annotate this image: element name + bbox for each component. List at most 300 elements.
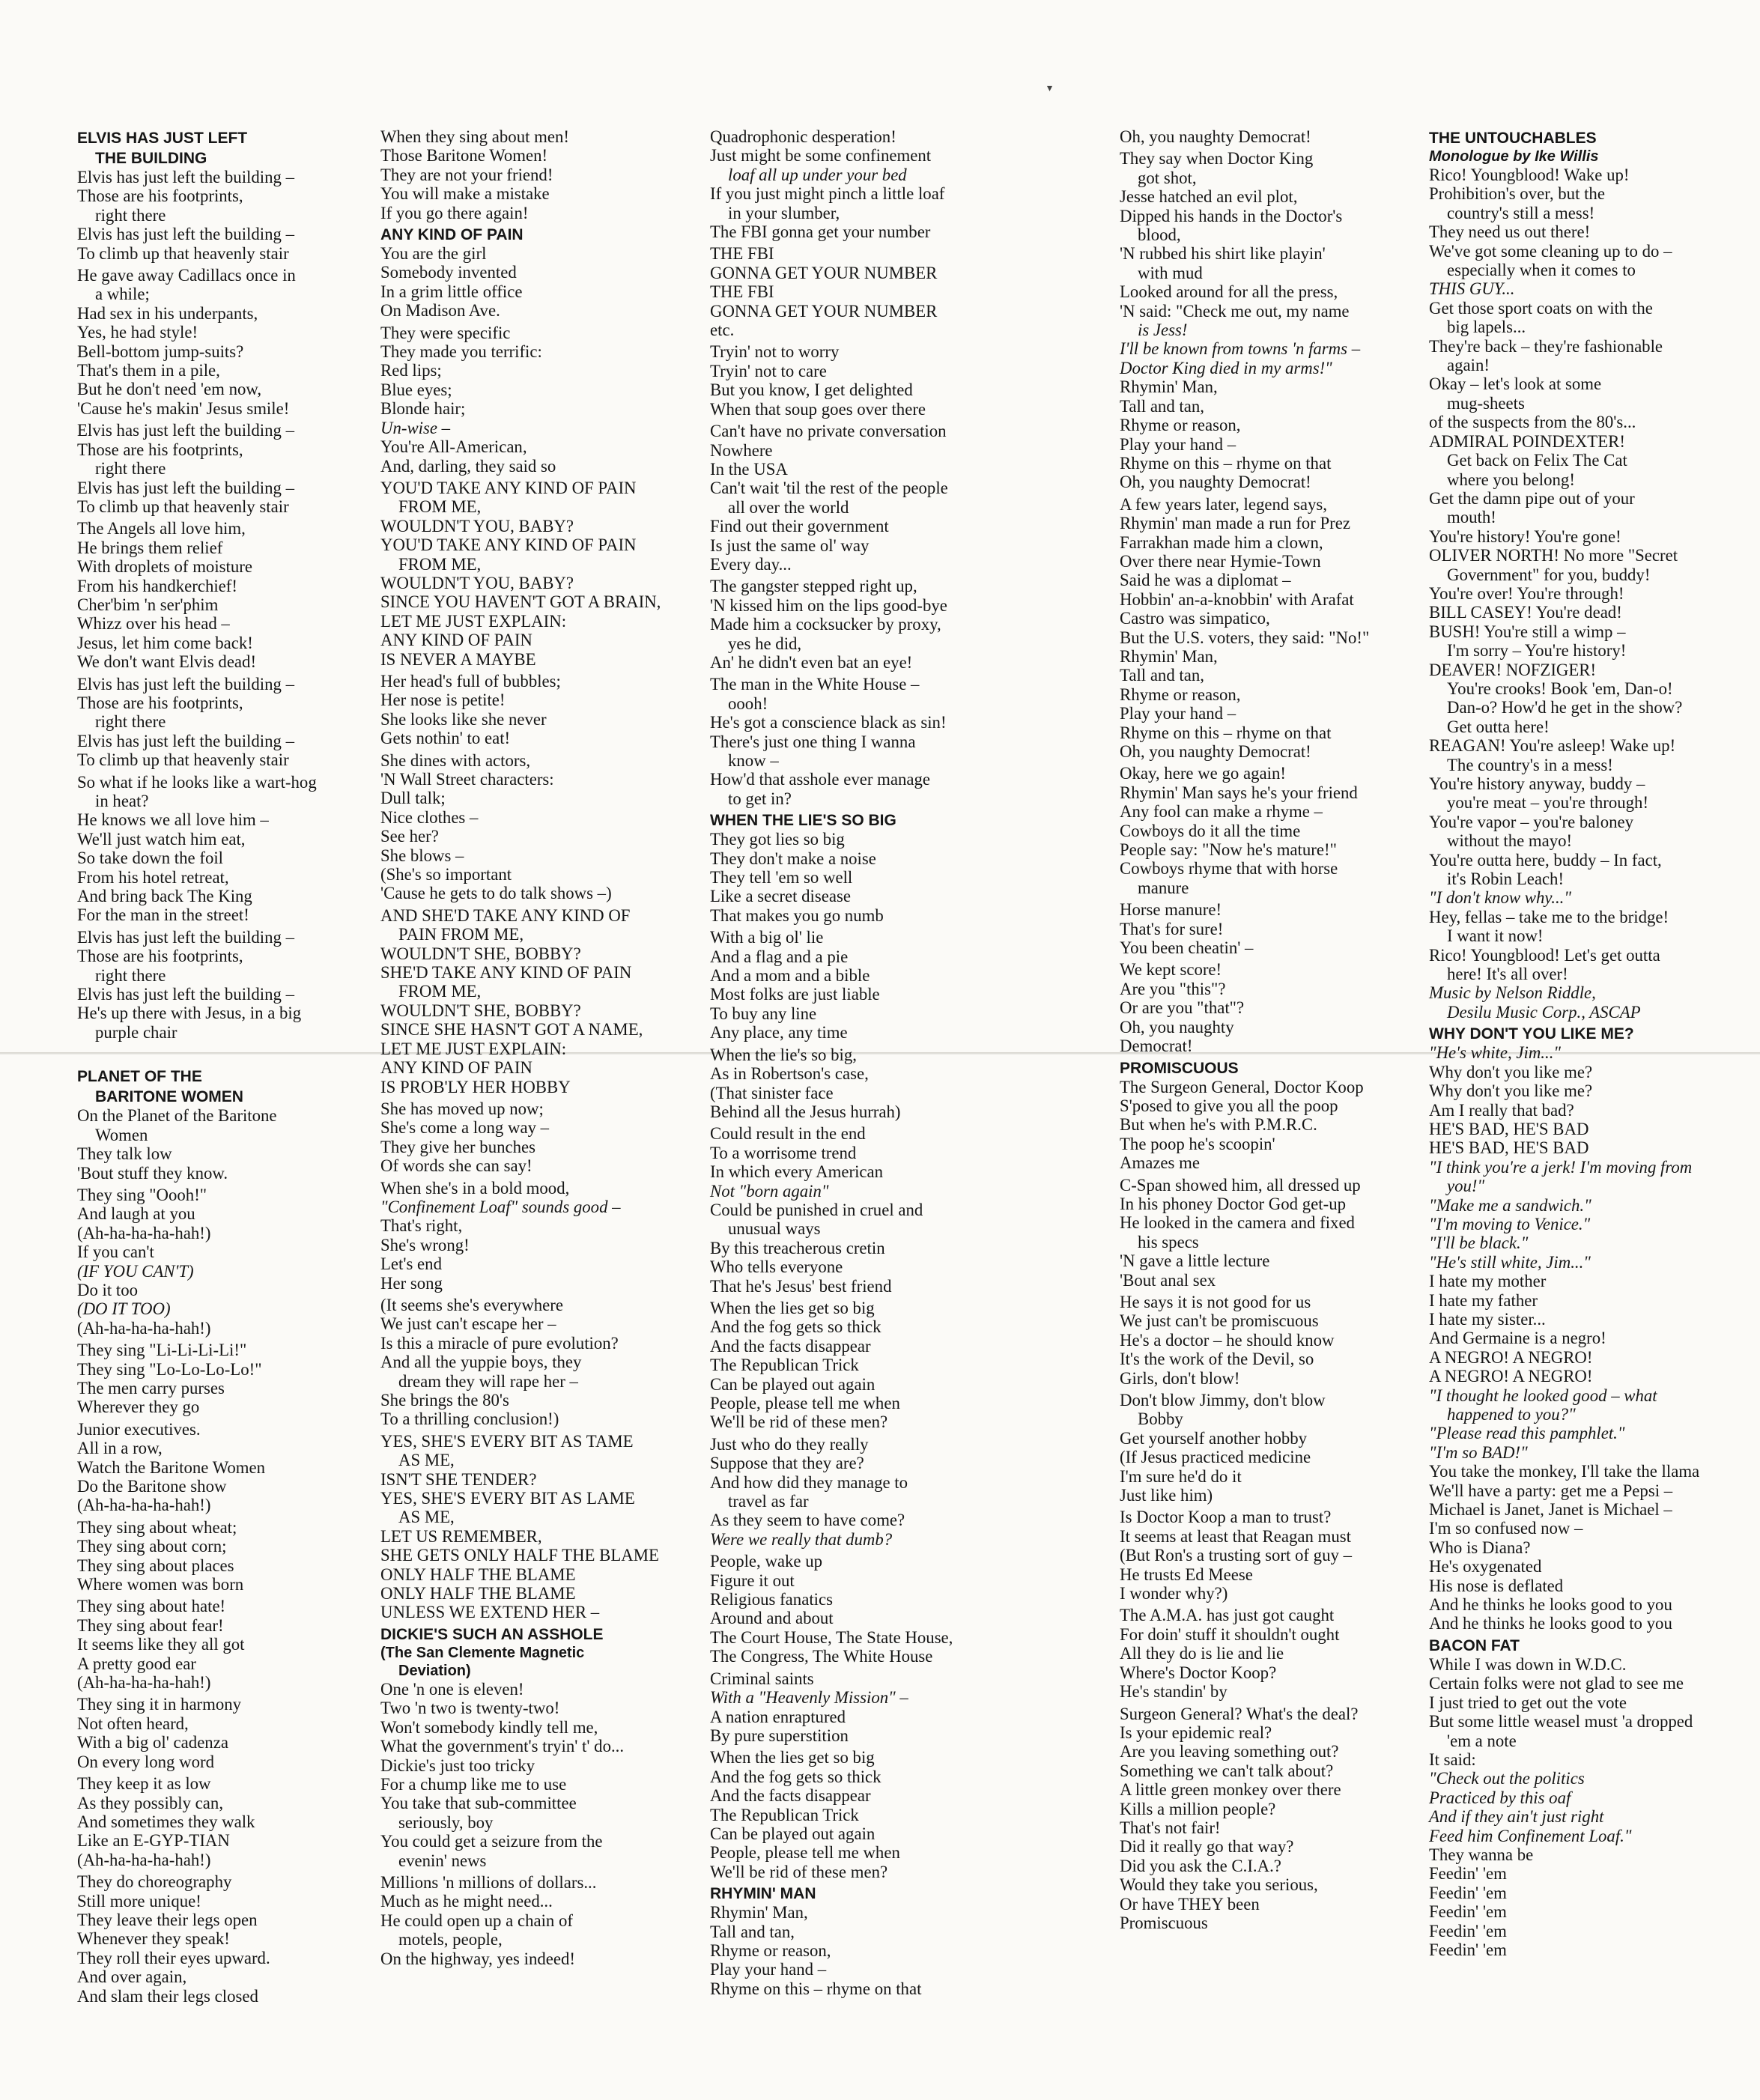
lyric-line: Desilu Music Corp., ASCAP (1447, 1002, 1641, 1022)
lyric-line: In the USA (710, 459, 788, 479)
lyric-line: 'N gave a little lecture (1120, 1251, 1270, 1271)
lyric-line: On Madison Ave. (380, 301, 500, 321)
lyric-line: (Ah-ha-ha-ha-hah!) (77, 1496, 211, 1515)
lyric-line: LET ME JUST EXPLAIN: (380, 611, 567, 631)
lyric-line: As they seem to have come? (710, 1511, 905, 1530)
lyric-line: (Ah-ha-ha-ha-hah!) (77, 1673, 211, 1693)
lyric-line: Surgeon General? What's the deal? (1120, 1704, 1359, 1723)
lyric-line: Could be punished in cruel and (710, 1200, 923, 1219)
stanza (1120, 1606, 1449, 1701)
lyric-line: You're history anyway, buddy – (1429, 774, 1645, 793)
lyric-line: right there (95, 965, 166, 985)
lyric-line: Do it too (77, 1280, 139, 1299)
lyric-line: 'N Wall Street characters: (380, 770, 554, 789)
lyric-line: You're All-American, (380, 437, 527, 457)
lyric-line: So take down the foil (77, 849, 224, 868)
lyric-line: For doin' stuff it shouldn't ought (1120, 1624, 1340, 1644)
lyric-line: Elvis has just left the building – (77, 225, 295, 244)
lyric-line: Something we can't talk about? (1120, 1761, 1334, 1780)
lyric-line: Just who do they really (710, 1434, 869, 1454)
lyric-line: Elvis has just left the building – (77, 168, 295, 186)
lyric-line: UNLESS WE EXTEND HER – (380, 1603, 600, 1622)
lyric-line: Like a secret disease (710, 887, 851, 906)
lyric-line: ANY KIND OF PAIN (380, 631, 532, 650)
lyric-line: We'll have a party: get me a Pepsi – (1429, 1481, 1673, 1500)
lyric-line: Not often heard, (77, 1714, 189, 1733)
lyric-line: They are not your friend! (380, 165, 553, 184)
lyric-line: Millions 'n millions of dollars... (380, 1872, 597, 1892)
section-gap (77, 1045, 407, 1066)
lyric-line: Her head's full of bubbles; (380, 671, 561, 691)
song-title: THE BUILDING (95, 150, 207, 167)
lyric-line: To climb up that heavenly stair (77, 497, 289, 516)
lyric-line: Or have THEY been (1120, 1894, 1260, 1914)
stanza (710, 928, 1040, 1042)
stanza (1120, 495, 1449, 762)
lyric-line: And a mom and a bible (710, 966, 870, 986)
lyric-line: Or are you "that"? (1120, 998, 1245, 1018)
lyric-line: When that soup goes over there (710, 399, 926, 419)
lyric-line: loaf all up under your bed (728, 165, 907, 184)
lyrics-column-4 (1120, 127, 1449, 1935)
lyric-line: seriously, boy (398, 1812, 494, 1832)
lyric-line: a while; (95, 285, 150, 304)
lyric-line: his specs (1138, 1232, 1199, 1251)
lyric-line: with mud (1138, 263, 1203, 282)
lyric-line: And a flag and a pie (710, 947, 849, 966)
lyric-line: Tryin' not to care (710, 361, 827, 380)
stanza (710, 830, 1040, 925)
lyric-line: Tall and tan, (1120, 396, 1204, 416)
lyric-line: Elvis has just left the building – (77, 674, 295, 694)
lyric-line: "He's white, Jim..." (1429, 1043, 1561, 1063)
lyric-line: YOU'D TAKE ANY KIND OF PAIN (380, 478, 637, 497)
lyrics-column-1 (77, 127, 407, 2009)
lyric-line: Like an E-GYP-TIAN (77, 1831, 230, 1851)
lyric-line: 'Cause he's makin' Jesus smile! (77, 398, 290, 418)
lyric-line: She blows – (380, 846, 464, 865)
lyric-line: "I'm so BAD!" (1429, 1442, 1528, 1462)
lyric-line: Criminal saints (710, 1669, 814, 1688)
song-title: ANY KIND OF PAIN (380, 226, 524, 244)
lyric-line: 'em a note (1447, 1731, 1517, 1750)
lyric-line: When the lie's so big, (710, 1045, 857, 1064)
lyric-line: got shot, (1138, 168, 1197, 187)
lyric-line: So what if he looks like a wart-hog (77, 772, 317, 792)
lyric-line: He looked in the camera and fixed (1120, 1213, 1355, 1233)
lyric-line: With a "Heavenly Mission" – (710, 1688, 908, 1708)
lyric-line: Feedin' 'em (1429, 1921, 1507, 1940)
lyric-line: Her song (380, 1273, 443, 1293)
lyric-line: C-Span showed him, all dressed up (1120, 1175, 1361, 1195)
lyric-line: country's still a mess! (1447, 203, 1595, 222)
lyric-line: Okay – let's look at some (1429, 374, 1602, 394)
lyric-line: You could get a seizure from the (380, 1832, 603, 1851)
lyric-line: Prohibition's over, but the (1429, 184, 1605, 204)
lyric-line: Elvis has just left the building – (77, 927, 295, 947)
lyric-line: It seems like they all got (77, 1635, 245, 1654)
lyric-line: That's for sure! (1120, 919, 1224, 938)
lyric-line: Feedin' 'em (1429, 1902, 1507, 1922)
stanza (380, 1296, 710, 1429)
lyric-line: AND SHE'D TAKE ANY KIND OF (380, 905, 631, 925)
lyric-line: They sing about wheat; (77, 1517, 237, 1537)
lyric-line: You are the girl (380, 244, 487, 264)
stanza (77, 1695, 407, 1771)
song-title: BARITONE WOMEN (95, 1088, 243, 1106)
lyric-line: By this treacherous cretin (710, 1238, 885, 1257)
lyric-line: Much as he might need... (380, 1892, 553, 1911)
lyric-line: (If Jesus practiced medicine (1120, 1448, 1311, 1467)
stanza (77, 1518, 407, 1594)
stanza (710, 127, 1040, 241)
stanza (710, 1669, 1040, 1746)
lyric-line: YES, SHE'S EVERY BIT AS TAME (380, 1431, 634, 1451)
stanza (77, 421, 407, 516)
lyric-line: Rhyme or reason, (1120, 416, 1241, 435)
lyric-line: They keep it as low (77, 1774, 211, 1794)
stanza (1429, 1043, 1751, 1633)
lyric-line: "Check out the politics (1429, 1769, 1585, 1788)
song-title: THE UNTOUCHABLES (1429, 130, 1597, 147)
lyric-line: They roll their eyes upward. (77, 1948, 270, 1967)
lyric-line: Rhyme on this – rhyme on that (710, 1979, 922, 1998)
lyric-line: YOU'D TAKE ANY KIND OF PAIN (380, 535, 637, 555)
stanza (710, 244, 1040, 339)
song-title: RHYMIN' MAN (710, 1885, 816, 1903)
lyric-line: When the lies get so big (710, 1298, 875, 1317)
stanza (1120, 900, 1449, 957)
stanza (77, 1872, 407, 2006)
lyric-line: Had sex in his underpants, (77, 303, 258, 323)
stanza (710, 342, 1040, 419)
lyric-line: (That sinister face (710, 1083, 834, 1102)
lyric-line: Is your epidemic real? (1120, 1723, 1272, 1742)
lyric-line: Women (95, 1125, 148, 1144)
lyric-line: Cowboys do it all the time (1120, 821, 1301, 840)
stanza (77, 1420, 407, 1515)
stanza (380, 1680, 710, 1870)
lyric-line: A pretty good ear (77, 1654, 196, 1673)
lyric-line: That he's Jesus' best friend (710, 1276, 892, 1296)
lyric-line: 'N kissed him on the lips good-bye (710, 595, 947, 615)
lyric-line: Rhymin' Man, (1120, 377, 1218, 397)
lyric-line: That makes you go numb (710, 905, 884, 925)
lyric-line: Is just the same ol' way (710, 535, 870, 555)
lyric-line: Can be played out again (710, 1824, 876, 1843)
song-title: DICKIE'S SUCH AN ASSHOLE (380, 1625, 604, 1643)
lyric-line: On the highway, yes indeed! (380, 1949, 575, 1968)
lyric-line: They sing "Li-Li-Li-Li!" (77, 1341, 247, 1360)
lyric-line: If you just might pinch a little loaf (710, 184, 945, 204)
lyric-line: Blonde hair; (380, 399, 466, 419)
stanza (710, 1552, 1040, 1666)
lyric-line: She dines with actors, (380, 750, 531, 770)
lyric-line: WOULDN'T SHE, BOBBY? (380, 944, 581, 963)
lyric-line: But he don't need 'em now, (77, 380, 262, 399)
lyric-line: Dan-o? How'd he get in the show? (1447, 698, 1683, 717)
lyric-line: They talk low (77, 1144, 172, 1164)
stanza (1120, 1508, 1449, 1603)
lyric-line: Oh, you naughty Democrat! (1120, 742, 1311, 761)
lyric-line: Is this a miracle of pure evolution? (380, 1333, 619, 1353)
stanza (380, 1179, 710, 1293)
lyric-line: People, please tell me when (710, 1394, 900, 1412)
lyric-line: Government" for you, buddy! (1447, 565, 1651, 584)
stanza (380, 1099, 710, 1176)
stanza (77, 1106, 407, 1183)
song-title: BACON FAT (1429, 1636, 1520, 1654)
lyric-line: big lapels... (1447, 318, 1526, 337)
lyric-line: Oh, you naughty Democrat! (1120, 127, 1311, 146)
lyric-line: Those are his footprints, (77, 947, 243, 966)
lyric-line: They do choreography (77, 1872, 232, 1892)
lyric-line: A NEGRO! A NEGRO! (1429, 1347, 1593, 1367)
lyric-line: With a big ol' lie (710, 928, 824, 947)
lyric-line: But some little weasel must 'a dropped (1429, 1712, 1693, 1732)
lyric-line: Just might be some confinement (710, 146, 932, 166)
lyric-line: It's the work of the Devil, so (1120, 1350, 1314, 1369)
lyric-line: Castro was simpatico, (1120, 609, 1270, 628)
lyric-line: The Congress, The White House (710, 1647, 933, 1666)
lyric-line: Amazes me (1120, 1153, 1200, 1173)
stanza (380, 127, 710, 222)
lyric-line: An' he didn't even bat an eye! (710, 652, 913, 672)
lyric-line: It said: (1429, 1750, 1476, 1769)
lyric-line: I'll be known from towns 'n farms – (1120, 339, 1361, 359)
lyric-line: Farrakhan made him a clown, (1120, 532, 1323, 552)
lyric-line: You take that sub-committee (380, 1794, 577, 1813)
lyric-line: I hate my father (1429, 1290, 1538, 1310)
lyric-line: Girls, don't blow! (1120, 1368, 1240, 1388)
lyric-line: That's them in a pile, (77, 361, 220, 380)
lyric-line: He's up there with Jesus, in a big (77, 1004, 302, 1023)
lyric-line: Gets nothin' to eat! (380, 729, 511, 748)
lyric-line: unusual ways (728, 1219, 821, 1239)
lyric-line: Play your hand – (710, 1960, 827, 1979)
lyric-line: FROM ME, (398, 497, 482, 517)
lyric-line: BUSH! You're still a wimp – (1429, 622, 1626, 641)
lyric-line: By pure superstition (710, 1726, 849, 1745)
lyric-line: Get outta here! (1447, 717, 1550, 736)
lyric-line: Are you "this"? (1120, 979, 1226, 998)
lyric-line: Watch the Baritone Women (77, 1457, 266, 1477)
lyric-line: Can't have no private conversation (710, 422, 947, 441)
lyric-line: "I don't know why..." (1429, 888, 1571, 908)
lyric-line: FROM ME, (398, 982, 482, 1001)
lyric-line: you're meat – you're through! (1447, 793, 1649, 813)
lyric-line: IS NEVER A MAYBE (380, 649, 536, 669)
lyric-line: They sing about corn; (77, 1537, 227, 1556)
lyric-line: Find out their government (710, 517, 889, 536)
lyric-line: Won't somebody kindly tell me, (380, 1717, 598, 1737)
lyric-line: The men carry purses (77, 1378, 225, 1398)
lyric-line: happened to you?" (1447, 1405, 1576, 1424)
lyric-line: SINCE SHE HASN'T GOT A NAME, (380, 1020, 643, 1040)
lyric-line: ANY KIND OF PAIN (380, 1058, 532, 1078)
lyric-line: Suppose that they are? (710, 1454, 864, 1473)
lyric-line: And Germaine is a negro! (1429, 1329, 1606, 1348)
lyric-line: They sing it in harmony (77, 1695, 242, 1714)
lyric-line: SHE GETS ONLY HALF THE BLAME (380, 1546, 659, 1565)
lyric-line: know – (728, 751, 779, 770)
lyric-line: They need us out there! (1429, 222, 1591, 242)
lyric-line: They sing about fear! (77, 1615, 224, 1635)
lyric-line: Dull talk; (380, 789, 446, 808)
lyric-line: Can't wait 'til the rest of the people (710, 479, 948, 498)
lyric-line: And the facts disappear (710, 1336, 871, 1356)
lyric-line: That's not fair! (1120, 1818, 1221, 1837)
lyric-line: Where women was born (77, 1575, 244, 1594)
lyric-line: "Please read this pamphlet." (1429, 1424, 1625, 1443)
lyric-line: The Surgeon General, Doctor Koop (1120, 1077, 1364, 1096)
lyric-line: The A.M.A. has just got caught (1120, 1606, 1335, 1625)
lyric-line: Any place, any time (710, 1023, 848, 1043)
lyric-line: Whenever they speak! (77, 1929, 230, 1949)
lyric-line: Get yourself another hobby (1120, 1428, 1308, 1448)
lyric-line: Get the damn pipe out of your (1429, 488, 1635, 508)
lyric-line: They made you terrific: (380, 342, 542, 362)
lyric-line: Tall and tan, (710, 1922, 795, 1941)
lyric-line: Feedin' 'em (1429, 1883, 1507, 1902)
song-title: ELVIS HAS JUST LEFT (77, 130, 248, 147)
lyric-line: Cher'bim 'n ser'phim (77, 595, 219, 614)
lyric-line: While I was down in W.D.C. (1429, 1654, 1627, 1674)
lyric-line: They say when Doctor King (1120, 149, 1314, 169)
stanza (710, 1299, 1040, 1432)
lyric-line: Elvis has just left the building – (77, 731, 295, 750)
song-subtitle: Monologue by Ike Willis (1429, 148, 1599, 165)
lyric-line: dream they will rape her – (398, 1371, 578, 1391)
lyric-line: (DO IT TOO) (77, 1299, 171, 1319)
lyric-line: Jesus, let him come back! (77, 633, 253, 652)
lyric-line: Okay, here we go again! (1120, 764, 1286, 783)
lyric-line: You're over! You're through! (1429, 583, 1624, 603)
lyric-line: We kept score! (1120, 960, 1222, 980)
lyric-line: His nose is deflated (1429, 1576, 1564, 1595)
lyric-line: Quadrophonic desperation! (710, 127, 896, 146)
lyric-line: And all the yuppie boys, they (380, 1353, 582, 1372)
lyric-line: Who is Diana? (1429, 1538, 1531, 1557)
lyric-line: You been cheatin' – (1120, 938, 1254, 958)
lyric-line: And, darling, they said so (380, 456, 556, 476)
lyric-line: THE FBI (710, 244, 774, 264)
lyric-line: He knows we all love him – (77, 810, 269, 830)
lyric-line: purple chair (95, 1022, 177, 1042)
lyric-line: Rhyme or reason, (710, 1940, 831, 1960)
lyric-line: Jesse hatched an evil plot, (1120, 187, 1298, 207)
lyric-line: Rico! Youngblood! Let's get outta (1429, 945, 1660, 965)
lyric-line: People, wake up (710, 1552, 823, 1571)
lyric-line: And if they ain't just right (1429, 1807, 1604, 1827)
lyric-line: travel as far (728, 1492, 809, 1511)
lyric-line: motels, people, (398, 1930, 503, 1949)
stanza (1120, 149, 1449, 491)
stanza (1120, 1078, 1449, 1173)
lyric-line: The Republican Trick (710, 1805, 859, 1824)
lyric-line: right there (95, 712, 166, 732)
lyric-line: Any fool can make a rhyme – (1120, 802, 1323, 822)
lyric-line: To climb up that heavenly stair (77, 243, 289, 263)
lyric-line: When the lies get so big (710, 1748, 875, 1767)
lyric-line: In a grim little office (380, 282, 523, 301)
lyric-line: etc. (710, 321, 735, 340)
stanza (380, 906, 710, 1096)
lyric-line: Blue eyes; (380, 380, 452, 399)
lyric-line: GONNA GET YOUR NUMBER (710, 301, 938, 321)
lyric-line: They leave their legs open (77, 1910, 258, 1929)
lyric-line: As they possibly can, (77, 1793, 224, 1812)
lyric-line: With a big ol' cadenza (77, 1733, 228, 1752)
lyric-line: They sing "Lo-Lo-Lo-Lo!" (77, 1359, 262, 1379)
stanza (710, 675, 1040, 808)
lyric-line: We don't want Elvis dead! (77, 652, 257, 672)
lyric-line: Could result in the end (710, 1124, 866, 1144)
lyric-line: He's oxygenated (1429, 1557, 1542, 1576)
stanza (380, 751, 710, 903)
lyric-line: Elvis has just left the building – (77, 985, 295, 1004)
lyric-line: Nice clothes – (380, 807, 479, 827)
lyric-line: And over again, (77, 1967, 187, 1987)
lyric-line: To buy any line (710, 1004, 817, 1023)
lyric-line: "I'll be black." (1429, 1233, 1529, 1253)
lyric-line: "Make me a sandwich." (1429, 1195, 1591, 1215)
lyric-line: of the suspects from the 80's... (1429, 413, 1636, 432)
lyric-line: But the U.S. voters, they said: "No!" (1120, 628, 1370, 647)
lyric-line: Religious fanatics (710, 1590, 833, 1609)
lyric-line: Am I really that bad? (1429, 1100, 1574, 1120)
lyric-line: In which every American (710, 1162, 884, 1182)
lyric-line: With droplets of moisture (77, 557, 252, 577)
lyric-line: SINCE YOU HAVEN'T GOT A BRAIN, (380, 592, 661, 612)
lyric-line: Oh, you naughty Democrat! (1120, 473, 1311, 492)
lyric-line: (Ah-ha-ha-ha-hah!) (77, 1850, 211, 1869)
song-subtitle: Deviation) (398, 1662, 471, 1679)
lyric-line: Tryin' not to worry (710, 342, 840, 362)
lyric-line: blood, (1138, 225, 1181, 245)
lyric-line: Where's Doctor Koop? (1120, 1663, 1277, 1682)
lyric-line: Still more unique! (77, 1891, 201, 1911)
lyric-line: From his handkerchief! (77, 576, 237, 595)
lyric-line: LET ME JUST EXPLAIN: (380, 1039, 567, 1058)
lyric-line: Wherever they go (77, 1398, 200, 1417)
lyric-line: HE'S BAD, HE'S BAD (1429, 1138, 1589, 1158)
lyric-line: "He's still white, Jim..." (1429, 1252, 1591, 1272)
lyric-line: Did you ask the C.I.A.? (1120, 1856, 1281, 1875)
lyric-line: A NEGRO! A NEGRO! (1429, 1367, 1593, 1386)
lyrics-column-2 (380, 127, 710, 1971)
lyric-line: in your slumber, (728, 203, 840, 222)
lyric-line: Horse manure! (1120, 900, 1222, 920)
lyric-line: SHE'D TAKE ANY KIND OF PAIN (380, 963, 632, 983)
lyric-line: especially when it comes to (1447, 261, 1636, 280)
lyrics-column-3 (710, 127, 1040, 2001)
lyric-line: I want it now! (1447, 926, 1544, 946)
lyric-line: Of words she can say! (380, 1156, 532, 1176)
lyric-line: GONNA GET YOUR NUMBER (710, 263, 938, 282)
lyric-line: yes he did, (728, 634, 802, 653)
lyric-line: There's just one thing I wanna (710, 732, 916, 751)
lyric-line: AS ME, (398, 1451, 455, 1470)
lyric-line: He trusts Ed Meese (1120, 1565, 1253, 1584)
speck-mark: ▾ (1047, 82, 1053, 94)
stanza (710, 422, 1040, 574)
lyric-line: "Confinement Loaf" sounds good – (380, 1197, 621, 1216)
lyric-line: I hate my mother (1429, 1272, 1547, 1291)
lyric-line: The man in the White House – (710, 675, 920, 694)
lyric-line: If you go there again! (380, 203, 529, 222)
lyric-line: right there (95, 459, 166, 479)
